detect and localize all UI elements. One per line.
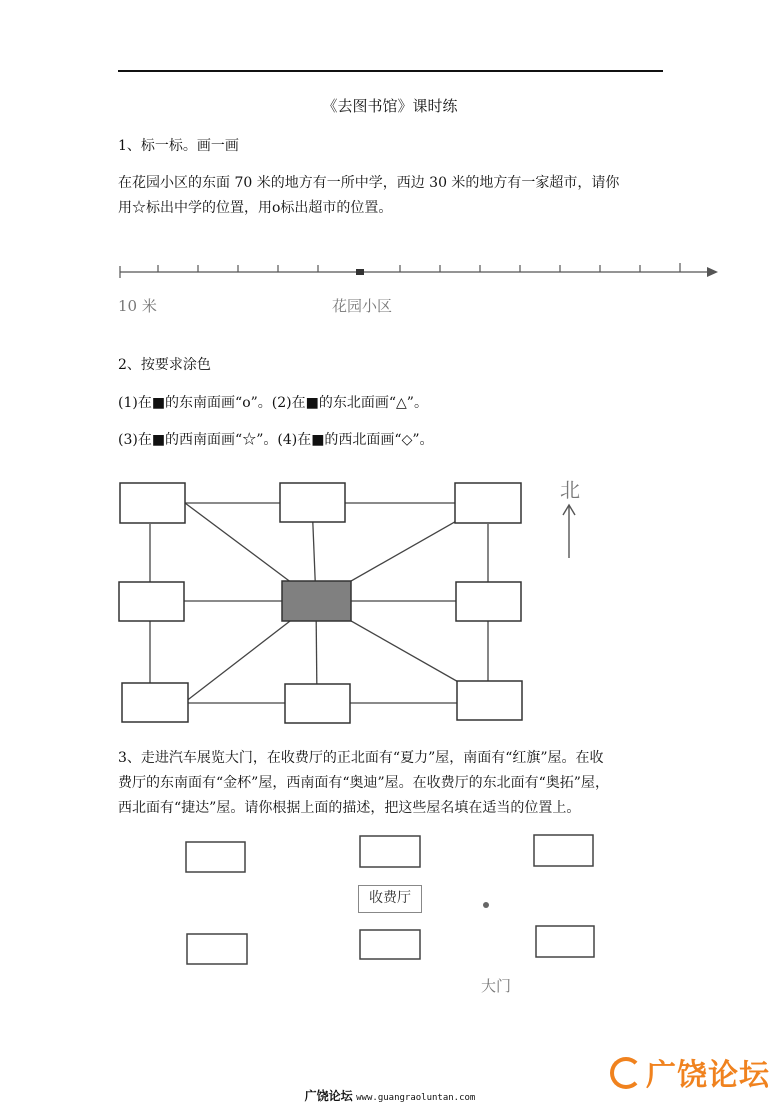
house-box-south[interactable] — [360, 930, 420, 959]
garden-community-label: 花园小区 — [332, 297, 393, 315]
box-east[interactable] — [456, 582, 521, 621]
q2-text-line1: (1)在■的东南面画“o”。(2)在■的东北面画“△”。 — [118, 395, 428, 411]
q2-text-line2: (3)在■的西南面画“☆”。(4)在■的西北面画“◇”。 — [118, 432, 434, 448]
garden-community-marker — [356, 269, 364, 275]
logo-mark-icon — [610, 1057, 642, 1089]
house-box-northeast[interactable] — [534, 835, 593, 866]
scale-label: 10 米 — [118, 297, 157, 315]
page-title: 《去图书馆》课时练 — [322, 97, 458, 115]
gate-dot — [483, 902, 489, 908]
house-box-north[interactable] — [360, 836, 420, 867]
q3-text-line1: 3、走进汽车展览大门，在收费厅的正北面有“夏力”屋，南面有“红旗”屋。在收 — [118, 750, 604, 766]
box-west[interactable] — [119, 582, 184, 621]
site-logo — [610, 1050, 770, 1094]
gate-label: 大门 — [481, 977, 512, 995]
q1-text-line2: 用☆标出中学的位置，用o标出超市的位置。 — [118, 200, 393, 216]
q2-heading: 2、按要求涂色 — [118, 357, 211, 373]
q1-text-line1: 在花园小区的东面 70 米的地方有一所中学，西边 30 米的地方有一家超市，请你 — [118, 175, 620, 191]
center-shaded-box — [282, 581, 351, 621]
north-arrow-icon — [563, 505, 575, 558]
house-box-northwest[interactable] — [186, 842, 245, 872]
toll-booth-label: 收费厅 — [358, 885, 422, 913]
box-south[interactable] — [285, 684, 350, 723]
footer-url[interactable]: www.guangraoluntan.com — [356, 1093, 476, 1103]
box-southeast[interactable] — [457, 681, 522, 720]
box-northwest[interactable] — [120, 483, 185, 523]
house-box-southwest[interactable] — [187, 934, 247, 964]
box-southwest[interactable] — [122, 683, 188, 722]
footer-site-name: 广饶论坛 — [304, 1089, 353, 1103]
house-box-southeast[interactable] — [536, 926, 594, 957]
box-north[interactable] — [280, 483, 345, 522]
box-northeast[interactable] — [455, 483, 521, 523]
logo-text: 广饶论坛 — [646, 1058, 770, 1093]
q3-text-line3: 西北面有“捷达”屋。请你根据上面的描述，把这些屋名填在适当的位置上。 — [118, 800, 581, 816]
number-line — [120, 263, 718, 278]
north-label: 北 — [560, 478, 580, 502]
number-line-arrow — [707, 267, 718, 277]
q3-text-line2: 费厅的东南面有“金杯”屋，西南面有“奥迪”屋。在收费厅的东北面有“奥拓”屋， — [118, 775, 609, 791]
q1-heading: 1、标一标。画一画 — [118, 138, 239, 154]
